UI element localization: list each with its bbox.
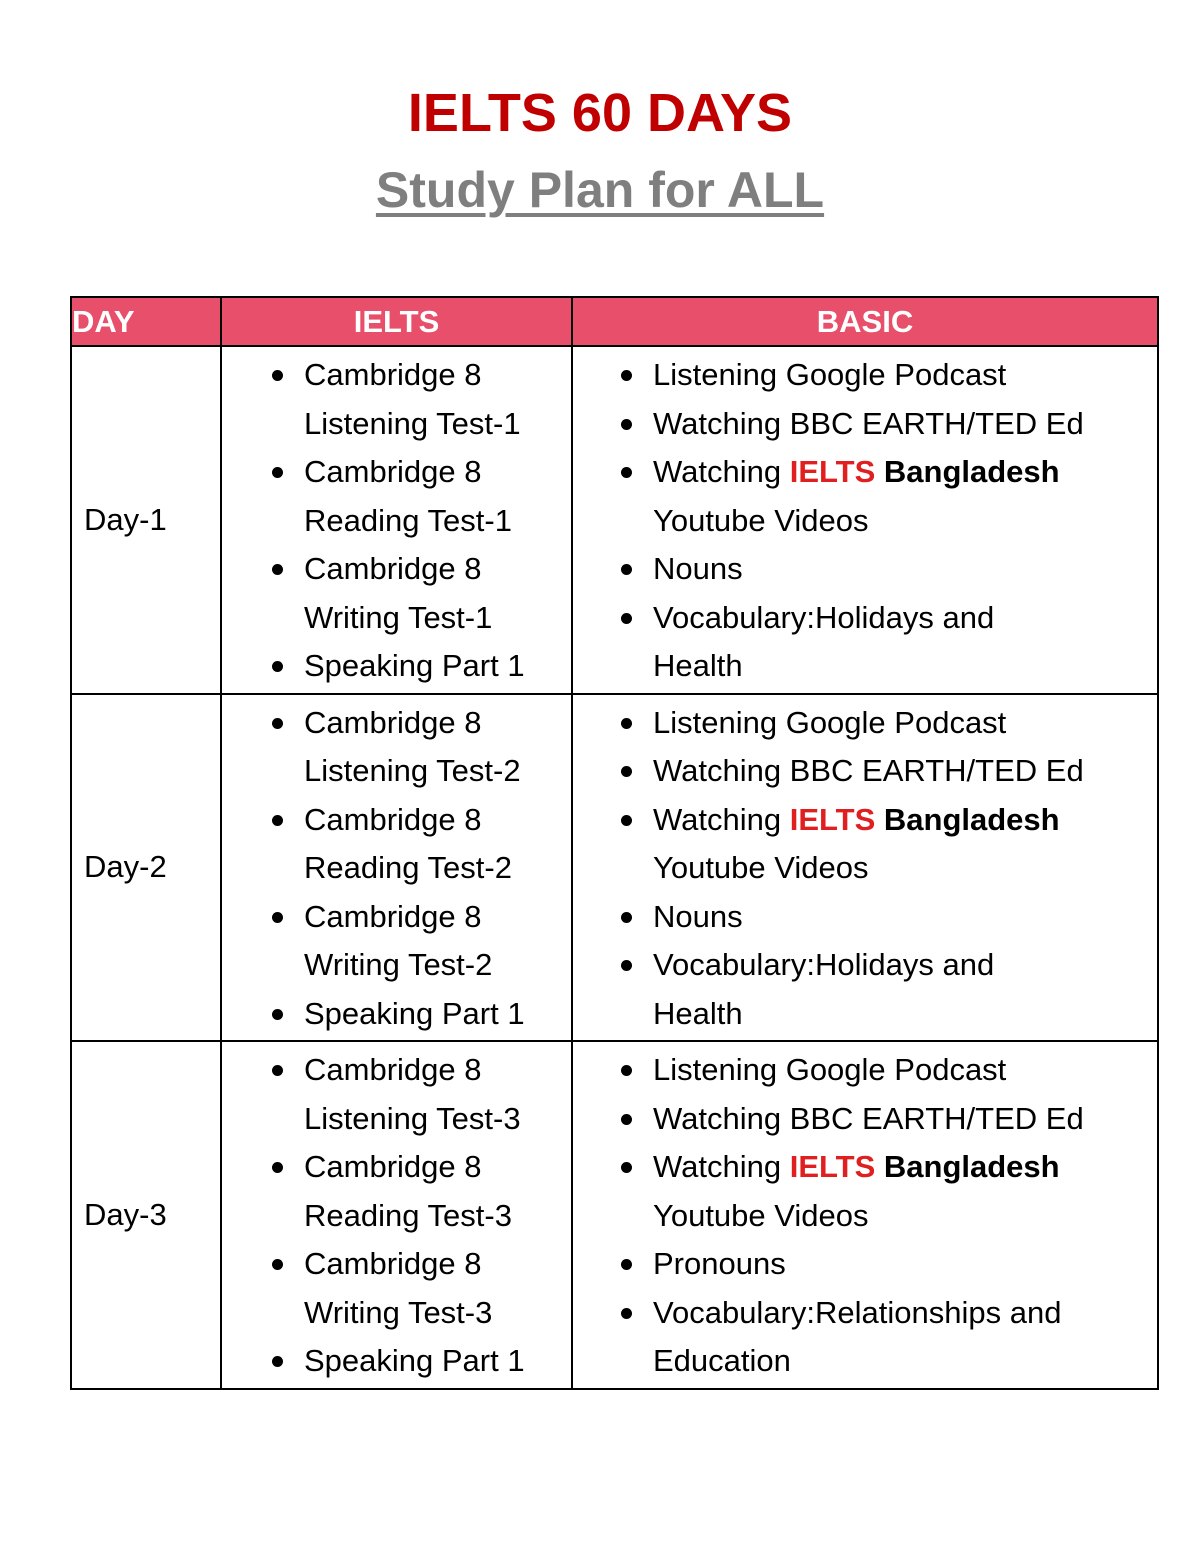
list-item: Speaking Part 1 [222, 990, 571, 1039]
list-item: Watching BBC EARTH/TED Ed [573, 747, 1157, 796]
ielts-highlight: IELTS [789, 454, 876, 489]
basic-list [573, 1046, 1157, 1386]
basic-list [573, 699, 1157, 1039]
header-ielts: IELTS [221, 297, 572, 346]
page-title: IELTS 60 DAYS [407, 83, 793, 143]
page-subtitle [0, 158, 1200, 222]
ielts-highlight: IELTS [789, 801, 876, 837]
ielts-cell [221, 346, 572, 694]
subtitle-text: Study Plan for ALL [375, 162, 825, 218]
list-item: Cambridge 8 Listening Test-2 [222, 699, 571, 796]
ielts-list [222, 1046, 571, 1386]
ielts-list [222, 699, 571, 1039]
day-label: Day-2 [71, 694, 221, 1042]
list-item: Speaking Part 1 [222, 642, 571, 691]
list-item: Cambridge 8 Writing Test-2 [222, 893, 571, 990]
list-item: Listening Google Podcast [573, 699, 1157, 748]
table-row [71, 694, 1158, 1042]
list-item: Speaking Part 1 [222, 1337, 571, 1386]
list-item: Cambridge 8 Listening Test-1 [222, 351, 571, 448]
header-day: DAY [71, 297, 221, 346]
day-label: Day-1 [71, 346, 221, 694]
list-item: Vocabulary:Holidays and Health [573, 594, 1157, 691]
list-item: Watching IELTS Bangladesh Youtube Videos [573, 796, 1157, 893]
basic-cell [572, 1041, 1158, 1389]
list-item: Cambridge 8 Writing Test-3 [222, 1240, 571, 1337]
basic-list [573, 351, 1157, 691]
list-item: Cambridge 8 Reading Test-3 [222, 1143, 571, 1240]
ielts-cell [221, 694, 572, 1042]
list-item: Watching BBC EARTH/TED Ed [573, 1095, 1157, 1144]
list-item: Listening Google Podcast [573, 351, 1157, 400]
table-header-row [71, 297, 1158, 346]
list-item: Listening Google Podcast [573, 1046, 1157, 1095]
list-item: Nouns [573, 545, 1157, 594]
list-item: Cambridge 8 Listening Test-3 [222, 1046, 571, 1143]
ielts-highlight: IELTS [789, 1149, 876, 1184]
ielts-list [222, 351, 571, 691]
list-item: Watching IELTS Bangladesh Youtube Videos [573, 448, 1157, 545]
list-item: Vocabulary:Relationships and Education [573, 1289, 1157, 1386]
table-row [71, 1041, 1158, 1389]
table-row [71, 346, 1158, 694]
list-item: Watching BBC EARTH/TED Ed [573, 400, 1157, 449]
list-item: Watching IELTS Bangladesh Youtube Videos [573, 1143, 1157, 1240]
list-item: Pronouns [573, 1240, 1157, 1289]
list-item: Vocabulary:Holidays and Health [573, 941, 1157, 1038]
study-plan-table [70, 296, 1159, 1390]
ielts-cell [221, 1041, 572, 1389]
header-basic: BASIC [572, 297, 1158, 346]
list-item: Cambridge 8 Writing Test-1 [222, 545, 571, 642]
basic-cell [572, 694, 1158, 1042]
day-label: Day-3 [71, 1041, 221, 1389]
list-item: Cambridge 8 Reading Test-2 [222, 796, 571, 893]
list-item: Cambridge 8 Reading Test-1 [222, 448, 571, 545]
list-item: Nouns [573, 893, 1157, 942]
basic-cell [572, 346, 1158, 694]
